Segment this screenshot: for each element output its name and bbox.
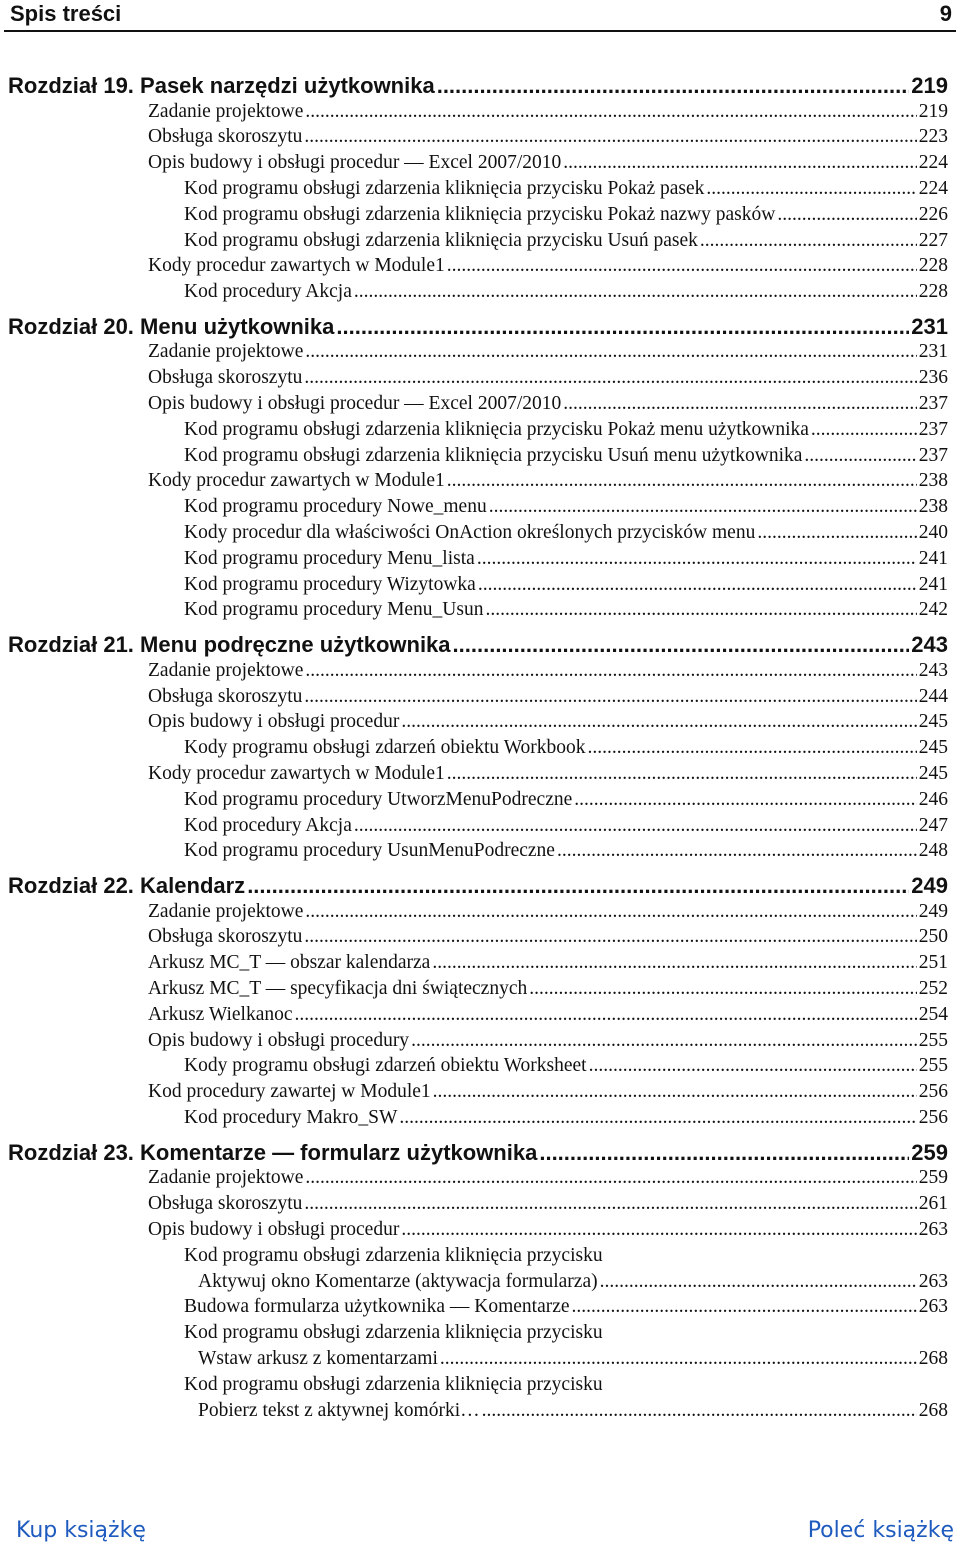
toc-entry bbox=[184, 1372, 948, 1398]
toc-title: Kod programu obsługi zdarzenia kliknięcia przycisku Pokaż menu użytkownika bbox=[184, 418, 809, 440]
toc-page-number: 243 bbox=[911, 632, 948, 658]
toc-title: Kod procedury Akcja bbox=[184, 281, 352, 303]
dot-leader bbox=[563, 150, 917, 176]
dot-leader bbox=[563, 391, 917, 417]
dot-leader bbox=[453, 631, 910, 659]
toc-page-number: 223 bbox=[918, 126, 948, 148]
toc-entry bbox=[184, 838, 948, 864]
dot-leader bbox=[589, 1053, 917, 1079]
toc-entry bbox=[148, 99, 948, 125]
toc-title: Arkusz MC_T — obszar kalendarza bbox=[148, 952, 431, 974]
toc-page-number: 241 bbox=[918, 547, 948, 569]
toc-page-number: 263 bbox=[918, 1296, 948, 1318]
dot-leader bbox=[557, 838, 917, 864]
dot-leader bbox=[432, 950, 916, 976]
toc-title: Kod procedury Akcja bbox=[184, 814, 352, 836]
toc-title: Kod programu obsługi zdarzenia kliknięcia przycisku bbox=[184, 1244, 603, 1266]
toc-entry bbox=[148, 684, 948, 710]
dot-leader bbox=[304, 684, 916, 710]
toc-page-number: 263 bbox=[918, 1218, 948, 1240]
toc-page-number: 249 bbox=[918, 900, 948, 922]
toc-entry bbox=[148, 899, 948, 925]
toc-page-number: 224 bbox=[918, 152, 948, 174]
toc-title: Rozdział 23. Komentarze — formularz użytkownika bbox=[8, 1139, 538, 1165]
toc-page-number: 231 bbox=[911, 313, 948, 339]
toc-page-number: 237 bbox=[918, 418, 948, 440]
toc-entry bbox=[148, 924, 948, 950]
toc-title: Kod procedury zawartej w Module1 bbox=[148, 1081, 431, 1103]
dot-leader bbox=[433, 1079, 917, 1105]
dot-leader bbox=[247, 872, 909, 900]
toc-entry bbox=[184, 572, 948, 598]
toc-entry bbox=[184, 176, 948, 202]
toc-title: Kody programu obsługi zdarzeń obiektu Workbook bbox=[184, 737, 586, 759]
toc-title: Kod programu obsługi zdarzenia kliknięcia przycisku Pokaż pasek bbox=[184, 177, 705, 199]
toc-page-number: 251 bbox=[918, 952, 948, 974]
toc-title: Kod programu procedury Wizytowka bbox=[184, 573, 476, 595]
toc-page-number: 241 bbox=[918, 573, 948, 595]
dot-leader bbox=[539, 1139, 909, 1167]
toc-page-number: 228 bbox=[918, 281, 948, 303]
toc-title: Kod programu obsługi zdarzenia kliknięcia przycisku bbox=[184, 1322, 603, 1344]
toc-page-number: 219 bbox=[918, 100, 948, 122]
toc-entry bbox=[184, 443, 948, 469]
toc-title: Kod programu procedury UsunMenuPodreczne bbox=[184, 840, 555, 862]
toc-title: Kod programu procedury Menu_Usun bbox=[184, 599, 484, 621]
dot-leader bbox=[305, 658, 916, 684]
toc-page-number: 242 bbox=[918, 599, 948, 621]
dot-leader bbox=[305, 339, 916, 365]
toc-title: Kody procedur zawartych w Module1 bbox=[148, 255, 445, 277]
dot-leader bbox=[485, 597, 916, 623]
toc-entry bbox=[148, 253, 948, 279]
toc-page-number: 238 bbox=[918, 470, 948, 492]
toc-page-number: 254 bbox=[918, 1003, 948, 1025]
dot-leader bbox=[706, 176, 916, 202]
toc-page-number: 268 bbox=[918, 1399, 948, 1421]
toc-entry bbox=[148, 1079, 948, 1105]
dot-leader bbox=[305, 899, 916, 925]
toc-entry bbox=[184, 279, 948, 305]
dot-leader bbox=[401, 709, 916, 735]
toc-title: Opis budowy i obsługi procedur — Excel 2007/2010 bbox=[148, 393, 562, 414]
toc-page-number: 259 bbox=[918, 1167, 948, 1189]
toc-page-number: 228 bbox=[918, 255, 948, 277]
toc-page-number: 252 bbox=[918, 978, 948, 999]
toc-entry bbox=[184, 787, 948, 813]
toc-entry bbox=[184, 202, 948, 228]
dot-leader bbox=[305, 99, 916, 125]
dot-leader bbox=[304, 365, 916, 391]
toc-title: Kody procedur zawartych w Module1 bbox=[148, 762, 445, 784]
dot-leader bbox=[440, 1346, 917, 1372]
toc-entry bbox=[198, 1269, 948, 1295]
toc-entry bbox=[184, 1320, 948, 1346]
dot-leader bbox=[295, 1002, 917, 1028]
toc-title: Rozdział 22. Kalendarz bbox=[8, 873, 246, 899]
toc-title: Opis budowy i obsługi procedur bbox=[148, 1218, 400, 1240]
toc-title: Kod programu procedury UtworzMenuPodreczne bbox=[184, 788, 573, 810]
toc-chapter bbox=[8, 631, 948, 659]
toc-page-number: 237 bbox=[918, 393, 948, 414]
dot-leader bbox=[399, 1105, 916, 1131]
toc-page-number: 236 bbox=[918, 367, 948, 389]
toc-entry bbox=[148, 1191, 948, 1217]
toc-title: Obsługa skoroszytu bbox=[148, 685, 303, 707]
toc-entry bbox=[198, 1346, 948, 1372]
toc-entry bbox=[184, 1243, 948, 1269]
toc-title: Pobierz tekst z aktywnej komórki… bbox=[198, 1399, 480, 1421]
dot-leader bbox=[572, 1294, 917, 1320]
toc-title: Opis budowy i obsługi procedur bbox=[148, 711, 400, 733]
toc-entry bbox=[148, 1002, 948, 1028]
toc-page-number: 247 bbox=[918, 814, 948, 836]
dot-leader bbox=[804, 443, 916, 469]
toc-title: Zadanie projektowe bbox=[148, 1167, 304, 1189]
toc-title: Kod procedury Makro_SW bbox=[184, 1107, 398, 1128]
toc-page-number: 245 bbox=[918, 711, 948, 733]
toc-page-number: 227 bbox=[918, 229, 948, 251]
toc-title: Arkusz MC_T — specyfikacja dni świątecznych bbox=[148, 978, 528, 999]
toc-title: Kod programu procedury Nowe_menu bbox=[184, 496, 487, 518]
toc-title: Rozdział 20. Menu użytkownika bbox=[8, 313, 335, 339]
dot-leader bbox=[447, 761, 917, 787]
buy-book-link[interactable]: Kup książkę bbox=[16, 1518, 146, 1543]
toc-entry bbox=[148, 365, 948, 391]
toc-entry bbox=[198, 1398, 948, 1424]
toc-entry bbox=[148, 468, 948, 494]
toc-title: Kody procedur zawartych w Module1 bbox=[148, 470, 445, 492]
toc-title: Kody programu obsługi zdarzeń obiektu Worksheet bbox=[184, 1055, 587, 1077]
recommend-book-link[interactable]: Poleć książkę bbox=[807, 1518, 954, 1543]
toc-entry bbox=[148, 1165, 948, 1191]
toc-page-number: 237 bbox=[918, 444, 948, 466]
dot-leader bbox=[574, 787, 917, 813]
toc-page-number: 263 bbox=[918, 1270, 948, 1292]
dot-leader bbox=[354, 813, 917, 839]
toc-page-number: 268 bbox=[918, 1347, 948, 1369]
toc-page-number: 245 bbox=[918, 762, 948, 784]
toc-title: Budowa formularza użytkownika — Komentarze bbox=[184, 1296, 570, 1318]
toc-entry bbox=[148, 1217, 948, 1243]
toc-chapter bbox=[8, 872, 948, 900]
dot-leader bbox=[401, 1217, 916, 1243]
toc-page-number: 243 bbox=[918, 659, 948, 681]
dot-leader bbox=[304, 1191, 916, 1217]
toc-title: Arkusz Wielkanoc bbox=[148, 1003, 293, 1025]
toc-entry bbox=[148, 150, 948, 176]
toc-title: Opis budowy i obsługi procedur — Excel 2007/2010 bbox=[148, 152, 562, 174]
dot-leader bbox=[478, 572, 917, 598]
toc-entry bbox=[184, 546, 948, 572]
toc-page-number: 244 bbox=[918, 685, 948, 707]
toc-page-number: 219 bbox=[911, 73, 948, 98]
toc-entry bbox=[184, 494, 948, 520]
toc-chapter bbox=[8, 1139, 948, 1167]
toc-title: Kody procedur dla właściwości OnAction określonych przycisków menu bbox=[184, 522, 756, 543]
toc-title: Kod programu procedury Menu_lista bbox=[184, 547, 475, 569]
toc-title: Kod programu obsługi zdarzenia kliknięcia przycisku bbox=[184, 1373, 603, 1395]
toc-page-number: 226 bbox=[918, 203, 948, 225]
toc-title: Obsługa skoroszytu bbox=[148, 126, 303, 148]
toc-page-number: 231 bbox=[918, 341, 948, 363]
toc-entry bbox=[184, 597, 948, 623]
header-title: Spis treści bbox=[10, 1, 122, 26]
toc-page-number: 261 bbox=[918, 1193, 948, 1215]
toc-page-number: 248 bbox=[918, 840, 948, 862]
toc-title: Kod programu obsługi zdarzenia kliknięcia przycisku Pokaż nazwy pasków bbox=[184, 203, 776, 225]
toc-title: Rozdział 19. Pasek narzędzi użytkownika bbox=[8, 73, 435, 98]
dot-leader bbox=[447, 468, 917, 494]
dot-leader bbox=[437, 72, 910, 100]
toc-page-number: 255 bbox=[918, 1055, 948, 1077]
toc-title: Kod programu obsługi zdarzenia kliknięcia przycisku Usuń pasek bbox=[184, 229, 698, 251]
toc-title: Obsługa skoroszytu bbox=[148, 1193, 303, 1215]
toc-entry bbox=[148, 1028, 948, 1054]
toc-page-number: 249 bbox=[911, 873, 948, 899]
toc-entry bbox=[184, 417, 948, 443]
toc-entry bbox=[184, 228, 948, 254]
toc-entry bbox=[148, 658, 948, 684]
toc-title: Obsługa skoroszytu bbox=[148, 367, 303, 389]
dot-leader bbox=[600, 1269, 917, 1295]
dot-leader bbox=[757, 520, 916, 546]
dot-leader bbox=[304, 924, 916, 950]
dot-leader bbox=[777, 202, 916, 228]
header-page-number: 9 bbox=[939, 1, 952, 26]
toc-title: Aktywuj okno Komentarze (aktywacja formularza) bbox=[198, 1270, 598, 1292]
toc-entry bbox=[148, 339, 948, 365]
toc-page-number: 259 bbox=[911, 1139, 948, 1165]
toc-title: Kod programu obsługi zdarzenia kliknięcia przycisku Usuń menu użytkownika bbox=[184, 444, 803, 466]
toc-chapter bbox=[8, 72, 948, 100]
toc-title: Opis budowy i obsługi procedury bbox=[148, 1029, 410, 1051]
dot-leader bbox=[588, 735, 917, 761]
toc-entry bbox=[148, 391, 948, 417]
toc-page-number: 238 bbox=[918, 496, 948, 518]
toc-entry bbox=[148, 976, 948, 1002]
toc-page-number: 246 bbox=[918, 788, 948, 810]
dot-leader bbox=[529, 976, 917, 1002]
toc-entry bbox=[184, 735, 948, 761]
toc-title: Zadanie projektowe bbox=[148, 100, 304, 122]
toc-entry bbox=[148, 950, 948, 976]
toc-page-number: 224 bbox=[918, 177, 948, 199]
toc-page-number: 255 bbox=[918, 1029, 948, 1051]
toc-page-number: 256 bbox=[918, 1107, 948, 1128]
toc-page-number: 256 bbox=[918, 1081, 948, 1103]
dot-leader bbox=[700, 228, 917, 254]
toc-title: Zadanie projektowe bbox=[148, 341, 304, 363]
toc-entry bbox=[148, 124, 948, 150]
toc-page-number: 245 bbox=[918, 737, 948, 759]
toc-page-number: 250 bbox=[918, 926, 948, 948]
toc-title: Wstaw arkusz z komentarzami bbox=[198, 1347, 438, 1369]
dot-leader bbox=[447, 253, 917, 279]
toc-page-number: 240 bbox=[918, 522, 948, 543]
dot-leader bbox=[477, 546, 917, 572]
toc-entry bbox=[184, 813, 948, 839]
toc-entry bbox=[184, 1294, 948, 1320]
dot-leader bbox=[482, 1398, 917, 1424]
toc-entry bbox=[184, 1105, 948, 1131]
dot-leader bbox=[811, 417, 917, 443]
toc-entry bbox=[184, 520, 948, 546]
toc-title: Obsługa skoroszytu bbox=[148, 926, 303, 948]
dot-leader bbox=[489, 494, 917, 520]
toc-title: Zadanie projektowe bbox=[148, 900, 304, 922]
dot-leader bbox=[411, 1028, 917, 1054]
toc-entry bbox=[148, 709, 948, 735]
dot-leader bbox=[354, 279, 917, 305]
dot-leader bbox=[336, 313, 909, 341]
dot-leader bbox=[305, 1165, 916, 1191]
dot-leader bbox=[304, 124, 916, 150]
toc-title: Zadanie projektowe bbox=[148, 659, 304, 681]
toc-entry bbox=[184, 1053, 948, 1079]
toc-title: Rozdział 21. Menu podręczne użytkownika bbox=[8, 632, 451, 658]
toc-chapter bbox=[8, 313, 948, 341]
toc-entry bbox=[148, 761, 948, 787]
